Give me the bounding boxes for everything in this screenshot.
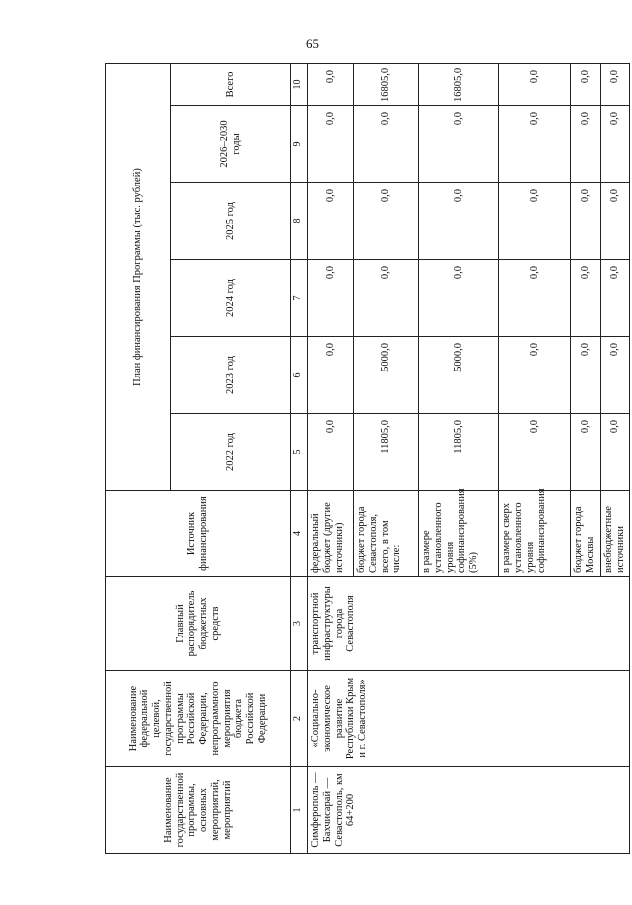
value-2022: 11805,0: [354, 414, 419, 491]
value-total: 0,0: [601, 63, 630, 105]
value-2024: 0,0: [308, 260, 354, 337]
value-total: 16805,0: [354, 63, 419, 105]
value-2026-2030: 0,0: [601, 106, 630, 183]
measure-name: Симферополь — Бахчисарай — Севастополь, км 64+200: [308, 767, 630, 854]
header-program: Наименование государственной программы, основных мероприятий, мероприятий: [106, 767, 291, 854]
value-2023: 0,0: [571, 337, 601, 414]
value-2022: 0,0: [308, 414, 354, 491]
header-distributor: Главный распорядитель бюджетных средств: [106, 577, 291, 671]
value-2024: 0,0: [419, 260, 499, 337]
value-2025: 0,0: [419, 183, 499, 260]
value-2024: 0,0: [601, 260, 630, 337]
value-2022: 0,0: [499, 414, 571, 491]
header-2023: 2023 год: [171, 337, 291, 414]
header-2022: 2022 год: [171, 414, 291, 491]
col-number: 7: [291, 260, 308, 337]
page-number: 65: [306, 36, 319, 51]
budget-distributor: транспортной инфраструктуры города Севастополя: [308, 577, 630, 671]
header-source: Источник финансирования: [106, 491, 291, 577]
value-2026-2030: 0,0: [499, 106, 571, 183]
source-cell: внебюджетные источники: [601, 491, 630, 577]
federal-program-name: «Социально-экономическое развитие Республики Крым и г. Севастополя»: [308, 671, 630, 767]
value-2026-2030: 0,0: [308, 106, 354, 183]
col-number: 9: [291, 106, 308, 183]
header-total: Всего: [171, 63, 291, 105]
value-2026-2030: 0,0: [571, 106, 601, 183]
header-2026-2030: 2026–2030 годы: [171, 106, 291, 183]
col-number: 8: [291, 183, 308, 260]
value-2026-2030: 0,0: [354, 106, 419, 183]
source-cell: в размере установленного уровня софинансирования (5%): [419, 491, 499, 577]
value-2025: 0,0: [354, 183, 419, 260]
value-total: 0,0: [499, 63, 571, 105]
value-total: 16805,0: [419, 63, 499, 105]
value-2023: 5000,0: [354, 337, 419, 414]
value-2025: 0,0: [571, 183, 601, 260]
header-plan: План финансирования Программы (тыс. рублей): [106, 63, 171, 490]
value-2023: 5000,0: [419, 337, 499, 414]
financing-table-wrapper: [105, 64, 626, 854]
source-cell: федеральный бюджет (другие источники): [308, 491, 354, 577]
value-2025: 0,0: [308, 183, 354, 260]
value-2025: 0,0: [499, 183, 571, 260]
col-number: 3: [291, 577, 308, 671]
col-number: 10: [291, 63, 308, 105]
col-number: 2: [291, 671, 308, 767]
value-2023: 0,0: [499, 337, 571, 414]
financing-table: [105, 63, 630, 854]
value-2024: 0,0: [354, 260, 419, 337]
header-2025: 2025 год: [171, 183, 291, 260]
value-2026-2030: 0,0: [419, 106, 499, 183]
value-2022: 0,0: [601, 414, 630, 491]
source-cell: бюджет города Москвы: [571, 491, 601, 577]
value-2024: 0,0: [571, 260, 601, 337]
header-2024: 2024 год: [171, 260, 291, 337]
source-cell: в размере сверх установленного уровня софинансирования: [499, 491, 571, 577]
col-number: 1: [291, 767, 308, 854]
value-2022: 11805,0: [419, 414, 499, 491]
value-2022: 0,0: [571, 414, 601, 491]
value-2023: 0,0: [601, 337, 630, 414]
value-total: 0,0: [308, 63, 354, 105]
value-2024: 0,0: [499, 260, 571, 337]
value-total: 0,0: [571, 63, 601, 105]
rotated-table-area: [105, 64, 626, 854]
source-cell: бюджет города Севастополя, всего, в том числе:: [354, 491, 419, 577]
col-number: 5: [291, 414, 308, 491]
header-federal-program: Наименование федеральной целевой, государственной программы Российской Федерации, непрограммного мероприятия бюджета Российской Федерации: [106, 671, 291, 767]
value-2025: 0,0: [601, 183, 630, 260]
col-number: 6: [291, 337, 308, 414]
col-number: 4: [291, 491, 308, 577]
value-2023: 0,0: [308, 337, 354, 414]
